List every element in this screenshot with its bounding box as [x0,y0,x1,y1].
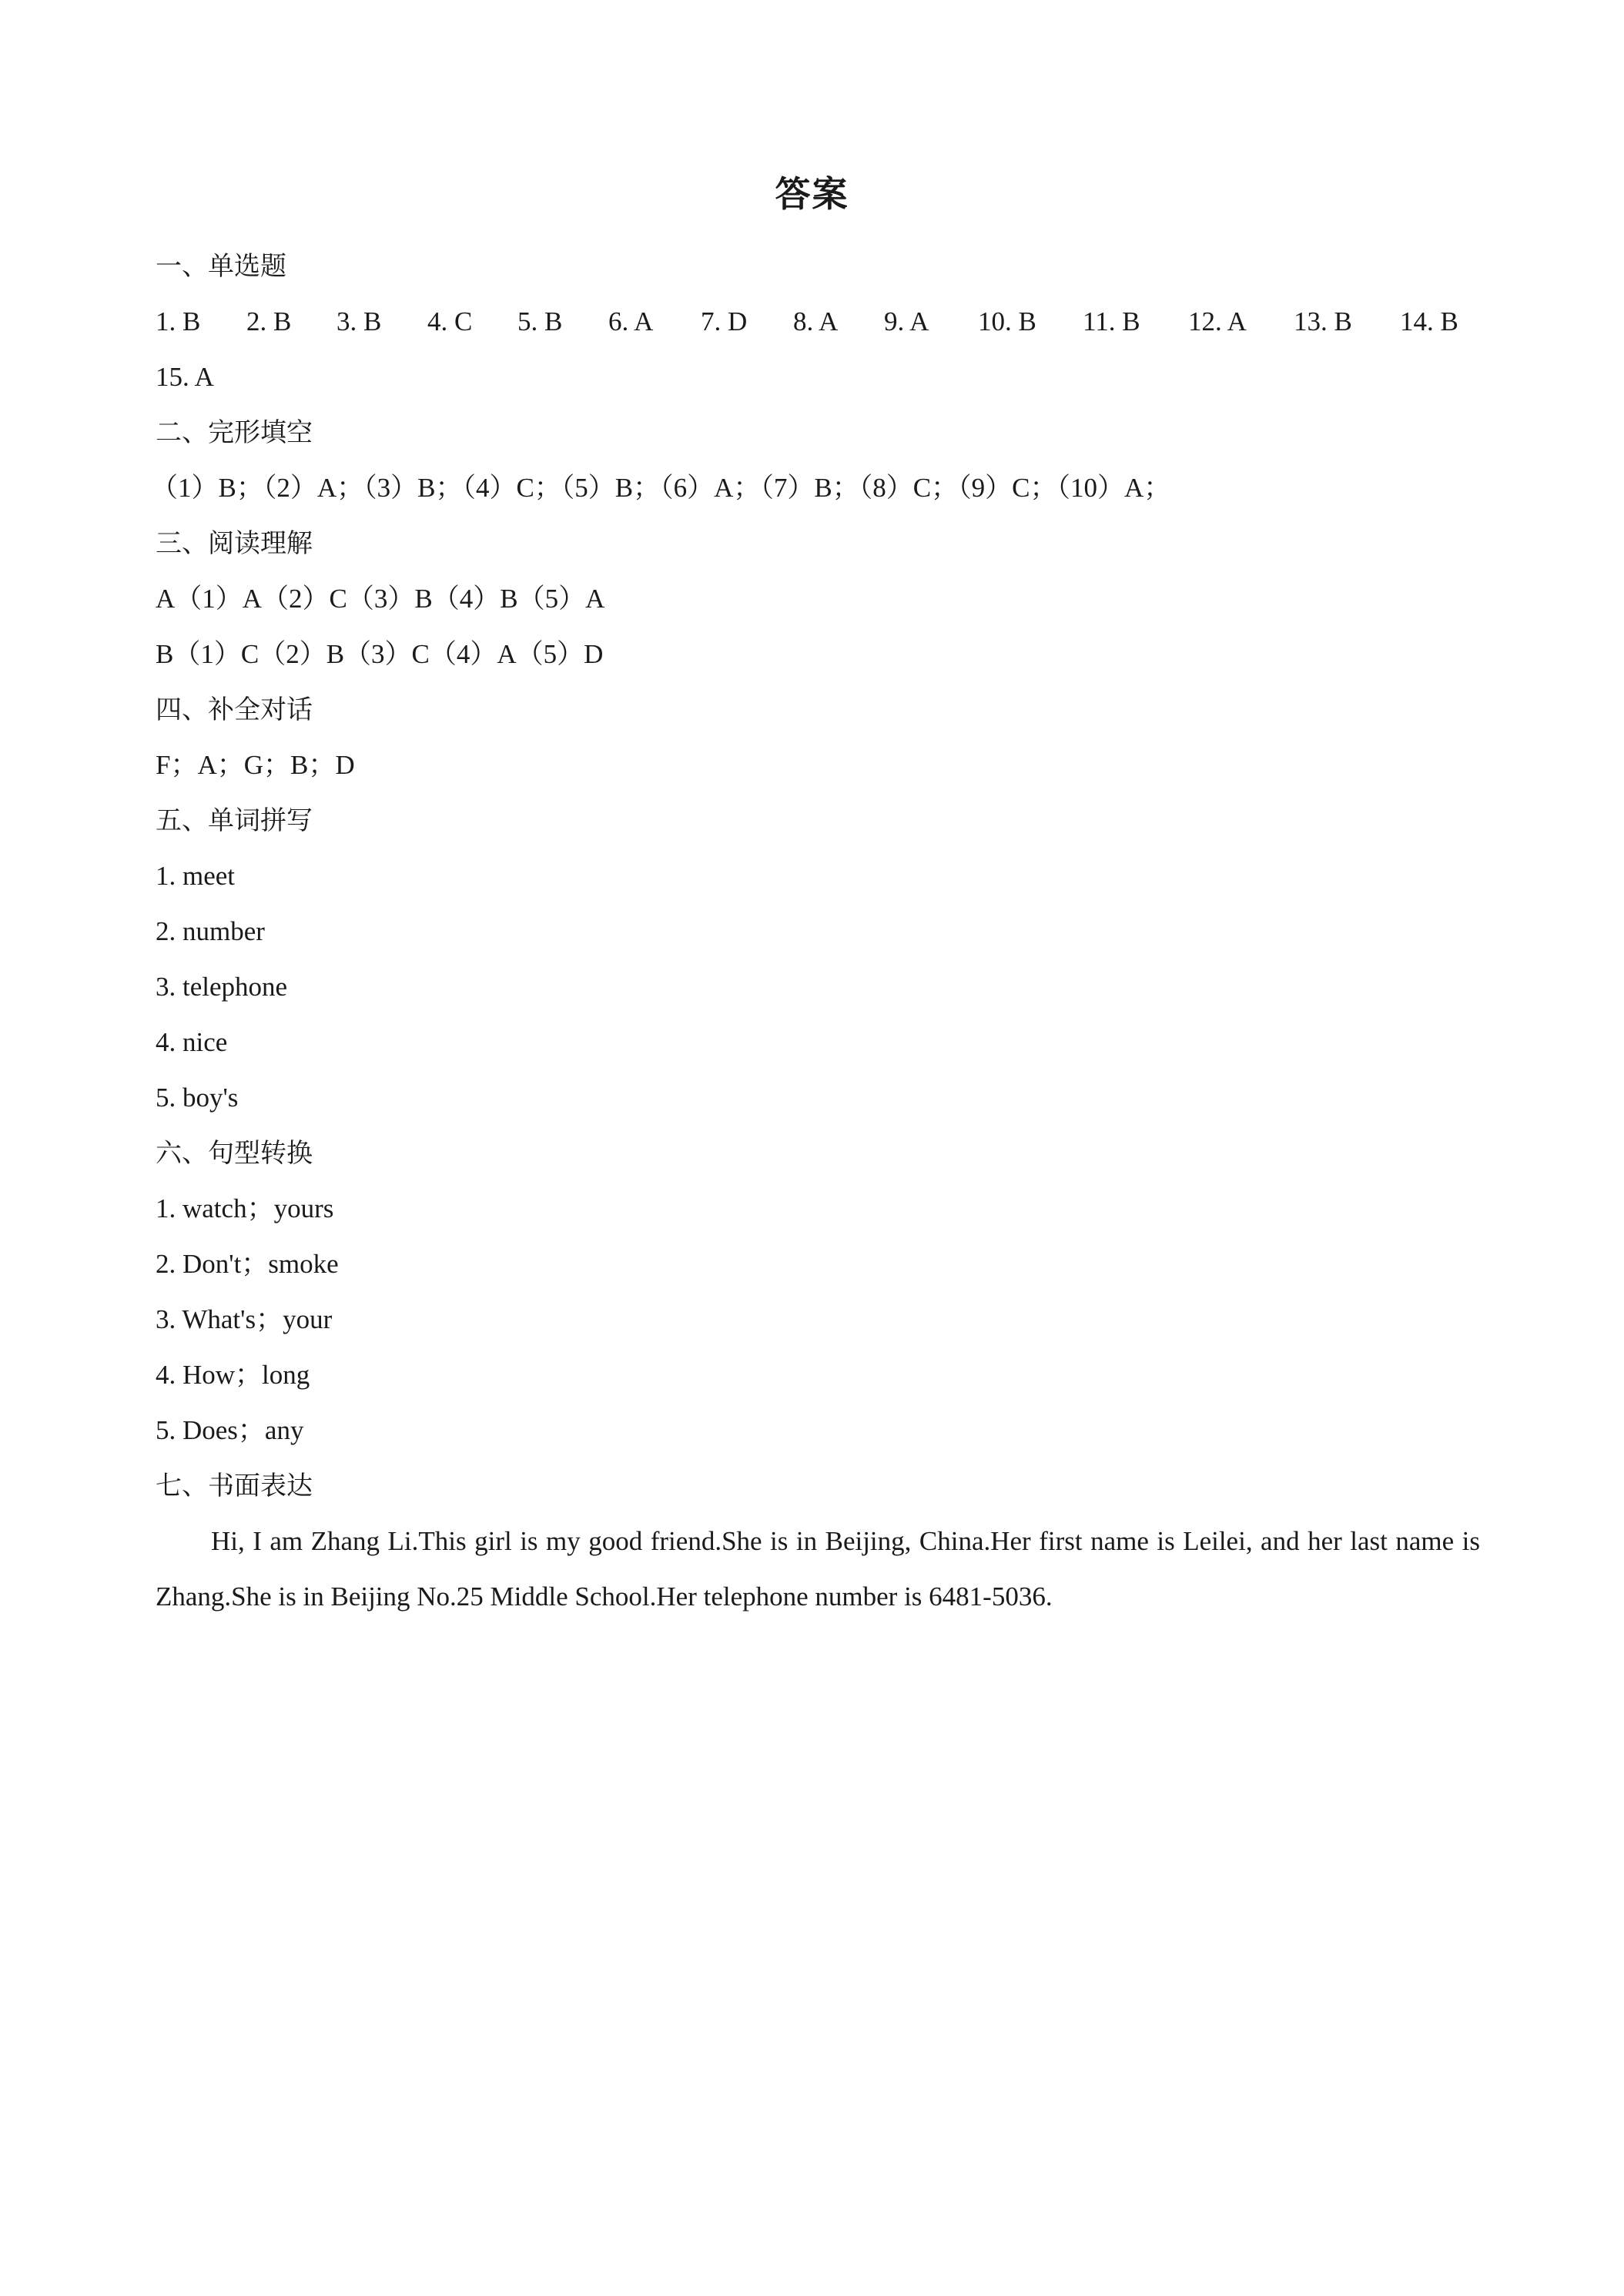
spelling-item: 4. nice [156,1027,228,1057]
spelling-item: 1. meet [156,861,236,891]
section-heading-transformation: 六、句型转换 [156,1138,313,1169]
spelling-item: 3. telephone [156,972,288,1002]
answer-item: 8. A [793,306,839,336]
transformation-item: 5. Does；any [156,1415,304,1445]
page-title: 答案 [775,173,849,215]
transformation-item: 2. Don't；smoke [156,1249,339,1279]
dialogue-answers: F；A；G；B；D [156,750,355,780]
transformation-item: 3. What's；your [156,1304,333,1334]
spelling-item: 5. boy's [156,1083,239,1113]
answer-item: 12. A [1188,306,1247,336]
answer-item: 3. B [337,306,382,336]
section-heading-reading: 三、阅读理解 [156,528,313,559]
answer-item: 5. B [517,306,563,336]
answer-item: 7. D [701,306,748,336]
answer-item: 9. A [884,306,929,336]
reading-answers-a: A（1）A（2）C（3）B（4）B（5）A [156,584,605,614]
answer-item: 6. A [608,306,654,336]
reading-answers-b: B（1）C（2）B（3）C（4）A（5）D [156,639,604,669]
answer-item: 13. B [1294,306,1352,336]
section-heading-spelling: 五、单词拼写 [156,805,313,836]
answer-item: 1. B [156,306,201,336]
spelling-item: 2. number [156,916,265,946]
answer-item: 10. B [978,306,1036,336]
section-heading-cloze: 二、完形填空 [156,417,313,448]
transformation-item: 1. watch；yours [156,1193,334,1223]
cloze-answers: （1）B；（2）A；（3）B；（4）C；（5）B；（6）A；（7）B；（8）C；（9）C；（10）A； [151,473,1171,503]
writing-paragraph: Hi, I am Zhang Li.This girl is my good friend.She is in Beijing, China.Her first name is Leilei, and her last name is Zhang.She is in Beijing No.25 Middle School.Her telephone number is 6481-5036. [156,1526,1480,1612]
answer-item: 15. A [156,362,214,392]
section-heading-dialogue: 四、补全对话 [156,694,313,725]
section-heading-writing: 七、书面表达 [156,1471,313,1501]
answer-item: 4. C [427,306,473,336]
transformation-item: 4. How；long [156,1360,310,1390]
answer-item: 2. B [246,306,292,336]
section-heading-single-choice: 一、单选题 [156,251,286,282]
answer-item: 14. B [1400,306,1458,336]
answer-item: 11. B [1083,306,1140,336]
